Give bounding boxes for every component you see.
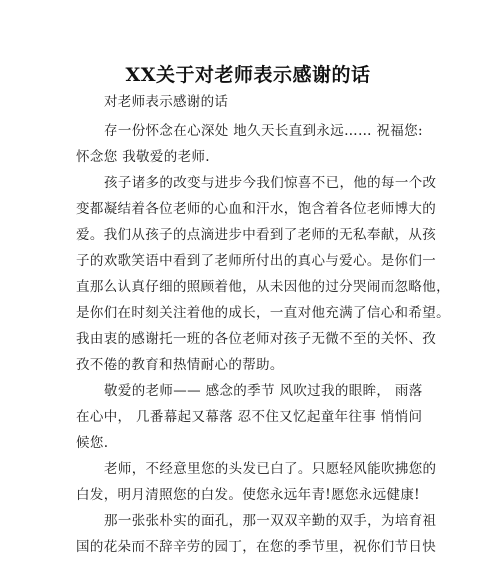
paragraph-line: 我由衷的感谢托一班的各位老师对孩子无微不至的关怀、孜: [76, 331, 437, 347]
paragraph-line: 子的欢歌笑语中看到了老师所付出的真心与爱心。是你们一: [76, 253, 437, 269]
paragraph-line: 是你们在时刻关注着他的成长，一直对他充满了信心和希望。: [76, 305, 450, 321]
paragraph-line: 那一张张朴实的面孔，那一双双辛勤的双手，为培育祖: [104, 513, 437, 529]
paragraph-line: 老师，不经意里您的头发已白了。只愿轻风能吹拂您的: [104, 461, 437, 477]
paragraph-line: 变都凝结着各位老师的心血和汗水，饱含着各位老师博大的: [76, 201, 437, 217]
paragraph-line: 存一份怀念在心深处 地久天长直到永远…… 祝福您:: [104, 123, 423, 139]
document-subtitle: 对老师表示感谢的话: [104, 94, 229, 110]
document-title: XX关于对老师表示感谢的话: [125, 64, 371, 86]
paragraph-line: 国的花朵而不辞辛劳的园丁，在您的季节里，祝你们节日快: [76, 539, 437, 555]
paragraph-line: 候您.: [76, 435, 109, 451]
paragraph-line: 敬爱的老师—— 感念的季节 风吹过我的眼眸， 雨落: [104, 383, 423, 399]
paragraph-line: 怀念您 我敬爱的老师.: [76, 149, 210, 165]
paragraph-line: 孩子诸多的改变与进步今我们惊喜不已，他的每一个改: [104, 175, 437, 191]
paragraph-line: 在心中， 几番幕起又幕落 忍不住又忆起童年往事 悄悄问: [76, 409, 423, 425]
paragraph-line: 白发，明月清照您的白发。使您永远年青!愿您永远健康!: [76, 487, 420, 503]
paragraph-line: 孜不倦的教育和热情耐心的帮助。: [76, 357, 284, 373]
paragraph-line: 直那么认真仔细的照顾着他，从未因他的过分哭闹而忽略他，: [76, 279, 450, 295]
paragraph-line: 爱。我们从孩子的点滴进步中看到了老师的无私奉献，从孩: [76, 227, 437, 243]
